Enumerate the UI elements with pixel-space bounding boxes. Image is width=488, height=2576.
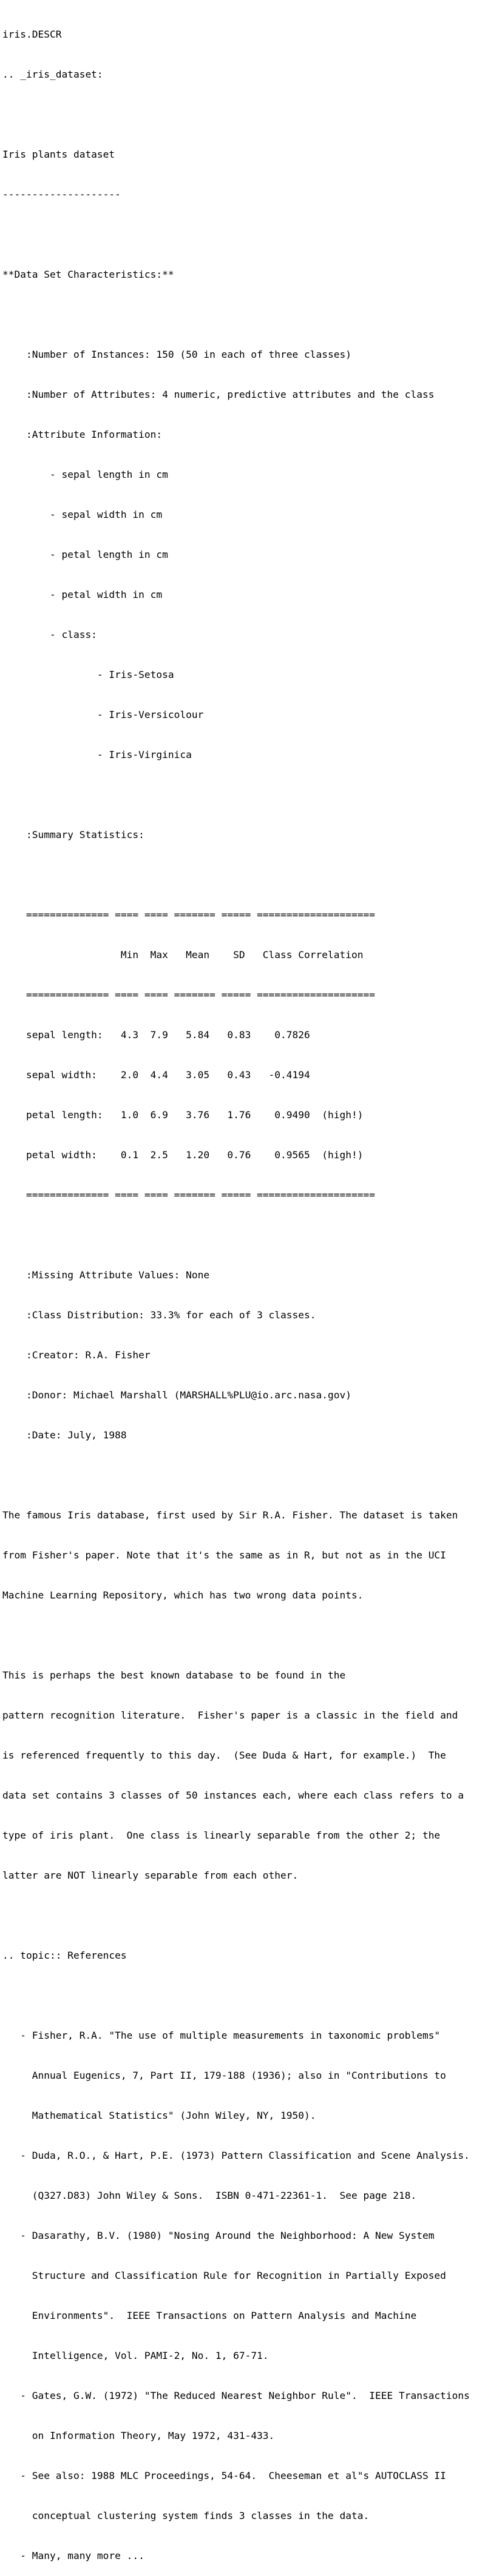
reference-line: conceptual clustering system finds 3 classes in the data. bbox=[2, 2510, 370, 2521]
attribute-item: - class: bbox=[2, 629, 97, 640]
creator: :Creator: R.A. Fisher bbox=[2, 1349, 151, 1361]
attribute-item: - sepal length in cm bbox=[2, 469, 168, 480]
blank-line bbox=[2, 868, 470, 882]
dataset-title: Iris plants dataset bbox=[2, 149, 115, 160]
reference-line: Environments". IEEE Transactions on Pattern Analysis and Machine bbox=[2, 2310, 417, 2321]
class-item: - Iris-Virginica bbox=[2, 749, 192, 760]
missing-values: :Missing Attribute Values: None bbox=[2, 1269, 210, 1281]
attribute-item: - petal width in cm bbox=[2, 589, 163, 600]
reference-line: - See also: 1988 MLC Proceedings, 54-64. Cheeseman et al"s AUTOCLASS II bbox=[2, 2470, 446, 2481]
table-rule: ============== ==== ==== ======= ===== ==================== bbox=[2, 1189, 375, 1201]
paragraph-line: Machine Learning Repository, which has two wrong data points. bbox=[2, 1589, 364, 1601]
paragraph-line: data set contains 3 classes of 50 instances each, where each class refers to a bbox=[2, 1789, 464, 1801]
reference-line: Annual Eugenics, 7, Part II, 179-188 (1936); also in "Contributions to bbox=[2, 2070, 446, 2081]
command-line: iris.DESCR bbox=[2, 29, 62, 40]
blank-line bbox=[2, 308, 470, 321]
reference-line: - Duda, R.O., & Hart, P.E. (1973) Pattern Classification and Scene Analysis. bbox=[2, 2150, 470, 2161]
table-header: Min Max Mean SD Class Correlation bbox=[2, 949, 364, 961]
paragraph-line: This is perhaps the best known database to be found in the bbox=[2, 1669, 346, 1681]
blank-line bbox=[2, 788, 470, 802]
number-of-instances: :Number of Instances: 150 (50 in each of three classes) bbox=[2, 349, 351, 360]
table-row: sepal length: 4.3 7.9 5.84 0.83 0.7826 bbox=[2, 1029, 310, 1041]
reference-line: - Dasarathy, B.V. (1980) "Nosing Around the Neighborhood: A New System bbox=[2, 2230, 435, 2241]
reference-line: - Many, many more ... bbox=[2, 2550, 144, 2561]
reference-line: Structure and Classification Rule for Recognition in Partially Exposed bbox=[2, 2270, 446, 2281]
blank-line bbox=[2, 108, 470, 121]
donor: :Donor: Michael Marshall (MARSHALL%PLU@io.arc.nasa.gov) bbox=[2, 1389, 351, 1401]
blank-line bbox=[2, 1909, 470, 1922]
rst-anchor: .. _iris_dataset: bbox=[2, 69, 103, 80]
paragraph-line: from Fisher's paper. Note that it's the same as in R, but not as in the UCI bbox=[2, 1549, 446, 1561]
blank-line bbox=[2, 1229, 470, 1242]
iris-descr-output bbox=[2, 1, 470, 2576]
references-heading: .. topic:: References bbox=[2, 1950, 127, 1961]
paragraph-line: type of iris plant. One class is linearly separable from the other 2; the bbox=[2, 1830, 441, 1841]
paragraph-line: is referenced frequently to this day. (See Duda & Hart, for example.) The bbox=[2, 1749, 446, 1761]
reference-line: Mathematical Statistics" (John Wiley, NY, 1950). bbox=[2, 2110, 316, 2121]
class-item: - Iris-Setosa bbox=[2, 669, 174, 680]
title-underline: -------------------- bbox=[2, 189, 121, 200]
reference-line: - Gates, G.W. (1972) "The Reduced Nearest Neighbor Rule". IEEE Transactions bbox=[2, 2390, 470, 2401]
attribute-item: - sepal width in cm bbox=[2, 509, 163, 520]
date: :Date: July, 1988 bbox=[2, 1429, 127, 1441]
attribute-information: :Attribute Information: bbox=[2, 429, 163, 440]
number-of-attributes: :Number of Attributes: 4 numeric, predictive attributes and the class bbox=[2, 389, 435, 400]
table-row: petal width: 0.1 2.5 1.20 0.76 0.9565 (high!) bbox=[2, 1149, 364, 1161]
paragraph-line: The famous Iris database, first used by Sir R.A. Fisher. The dataset is taken bbox=[2, 1509, 458, 1521]
blank-line bbox=[2, 1629, 470, 1642]
paragraph-line: latter are NOT linearly separable from each other. bbox=[2, 1870, 299, 1881]
table-rule: ============== ==== ==== ======= ===== ==================== bbox=[2, 909, 375, 921]
table-row: petal length: 1.0 6.9 3.76 1.76 0.9490 (high!) bbox=[2, 1109, 364, 1121]
table-row: sepal width: 2.0 4.4 3.05 0.43 -0.4194 bbox=[2, 1069, 310, 1081]
blank-line bbox=[2, 1469, 470, 1482]
reference-line: Intelligence, Vol. PAMI-2, No. 1, 67-71. bbox=[2, 2350, 269, 2361]
class-distribution: :Class Distribution: 33.3% for each of 3 classes. bbox=[2, 1309, 316, 1321]
reference-line: - Fisher, R.A. "The use of multiple measurements in taxonomic problems" bbox=[2, 2030, 441, 2041]
class-item: - Iris-Versicolour bbox=[2, 709, 204, 720]
reference-line: (Q327.D83) John Wiley & Sons. ISBN 0-471-22361-1. See page 218. bbox=[2, 2190, 417, 2201]
blank-line bbox=[2, 228, 470, 241]
table-rule: ============== ==== ==== ======= ===== ==================== bbox=[2, 989, 375, 1001]
summary-statistics-heading: :Summary Statistics: bbox=[2, 829, 144, 840]
attribute-item: - petal length in cm bbox=[2, 549, 168, 560]
blank-line bbox=[2, 1989, 470, 2002]
paragraph-line: pattern recognition literature. Fisher's paper is a classic in the field and bbox=[2, 1709, 458, 1721]
characteristics-heading: **Data Set Characteristics:** bbox=[2, 269, 174, 280]
reference-line: on Information Theory, May 1972, 431-433. bbox=[2, 2430, 275, 2441]
